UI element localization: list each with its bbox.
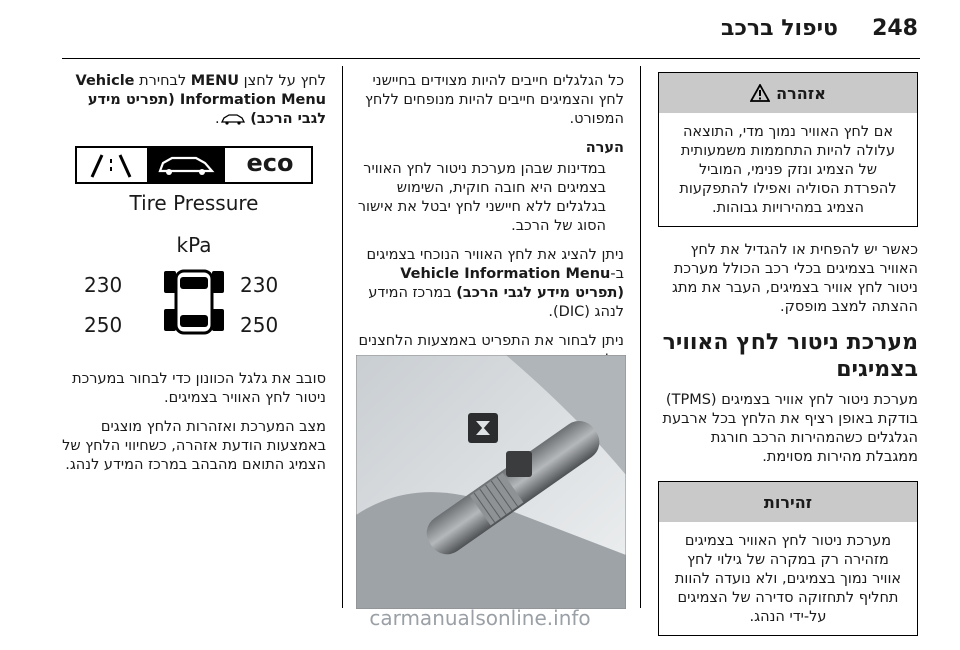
warning-triangle-icon <box>750 84 770 102</box>
paragraph-sensors: כל הגלגלים חייבים להיות מצוידים בחיישני לחץ והצמיגים חייבים להיות מנופחים ללחץ המפורט. <box>365 73 624 127</box>
car-icon <box>220 113 246 125</box>
paragraph-system-status: מצב המערכת ואזהרות הלחץ מוצגים באמצעות הודעת אזהרה, כשחיווי הלחץ של הצמיג התואם מהבהב במרכז המידע לנהג. <box>62 419 326 473</box>
menu-name-hebrew-bold: (תפריט מידע לגבי הרכב) <box>456 285 624 301</box>
column-divider-left <box>342 66 343 608</box>
text-fragment: במרכז המידע לנהג (DIC). <box>368 285 624 320</box>
dic-front-right-value: 230 <box>240 273 279 297</box>
text-fragment: . <box>214 111 220 127</box>
warning-box <box>658 72 918 227</box>
menu-button-name: MENU <box>190 73 240 89</box>
dic-unit: kPa <box>176 233 212 257</box>
warning-title-text: אזהרה <box>776 83 826 103</box>
text-fragment: ניתן להציג את לחץ האוויר הנוכחי בצמיגים ב- <box>366 247 624 282</box>
paragraph-tpms-intro: מערכת ניטור לחץ אוויר בצמיגים (TPMS) בודקת באופן רציף את הלחץ בכל ארבעת הגלגלים כשהמהירות הרכב חורגת ממגבלת מהירות מסוימת. <box>662 392 918 465</box>
caution-box-title: זהירות <box>659 482 917 522</box>
dic-tire-pressure-display <box>62 143 326 358</box>
watermark: carmanualsonline.info <box>369 606 591 630</box>
warning-box-body: אם לחץ האוויר נמוך מדי, התוצאה עלולה להיות התחממות משמעותית של הצמיג ונזק פנימי, המוביל להפרדת הסוליה ואפילו להתפקעות הצמיג במהירויות גבוהות. <box>679 124 897 216</box>
header-rule <box>62 58 920 59</box>
turn-signal-lever-photo <box>356 355 626 609</box>
note-text: במדינות שבהן מערכת ניטור לחץ האוויר בצמיגים היא חובה חוקית, השימוש בגלגלים ללא חיישני לחץ יבטל את אישור הסוג של הרכב. <box>357 161 606 234</box>
column-left-lower <box>62 370 326 485</box>
dic-rear-left-value: 250 <box>84 313 123 337</box>
paragraph-display-pressure <box>356 246 624 322</box>
dic-front-left-value: 230 <box>84 273 123 297</box>
menu-name-bold: Vehicle Information Menu <box>400 266 611 282</box>
page-number: 248 <box>872 16 918 41</box>
vehicle-menu-hebrew: (תפריט מידע לגבי הרכב) <box>87 92 326 127</box>
paragraph-adjust-pressure: כאשר יש להפחית או להגדיל את לחץ האוויר בצמיגים בכלי רכב הכולל מערכת ניטור לחץ אוויר בצמיגים, העבר את מתג ההצתה למצב מופסק. <box>671 242 918 315</box>
chapter-title: טיפול ברכב <box>721 16 838 41</box>
vehicle-menu-name: Vehicle Information Menu <box>75 73 326 108</box>
page-header <box>0 0 960 58</box>
dic-title: Tire Pressure <box>129 191 259 215</box>
caution-box-body: מערכת ניטור לחץ האוויר בצמיגים מזהירה רק במקרה של גילוי לחץ אוויר נמוך בצמיגים, ולא נועדה להוות תחליף לתחזוקה סדירה של הצמיגים על-ידי הנהג. <box>674 533 902 625</box>
paragraph-select-menu: ניתן לבחור את התפריט באמצעות הלחצנים <box>358 333 624 349</box>
paragraph-turn-knob: סובב את גלגל הכוונון כדי לבחור במערכת ניטור לחץ האוויר בצמיגים. <box>72 371 326 406</box>
dic-eco-label: eco <box>246 149 294 177</box>
text-fragment: לבחירת <box>134 73 191 89</box>
warning-box-title <box>659 73 917 113</box>
text-fragment: לחץ על לחצן <box>239 73 326 89</box>
note-title: הערה <box>585 140 624 156</box>
column-middle <box>356 72 624 380</box>
section-heading-tpms: מערכת ניטור לחץ האוויר בצמיגים <box>662 330 918 382</box>
column-divider-right <box>640 66 641 608</box>
paragraph-press-menu <box>62 72 326 129</box>
dic-rear-right-value: 250 <box>240 313 279 337</box>
column-left <box>62 72 326 139</box>
column-right <box>658 72 918 650</box>
